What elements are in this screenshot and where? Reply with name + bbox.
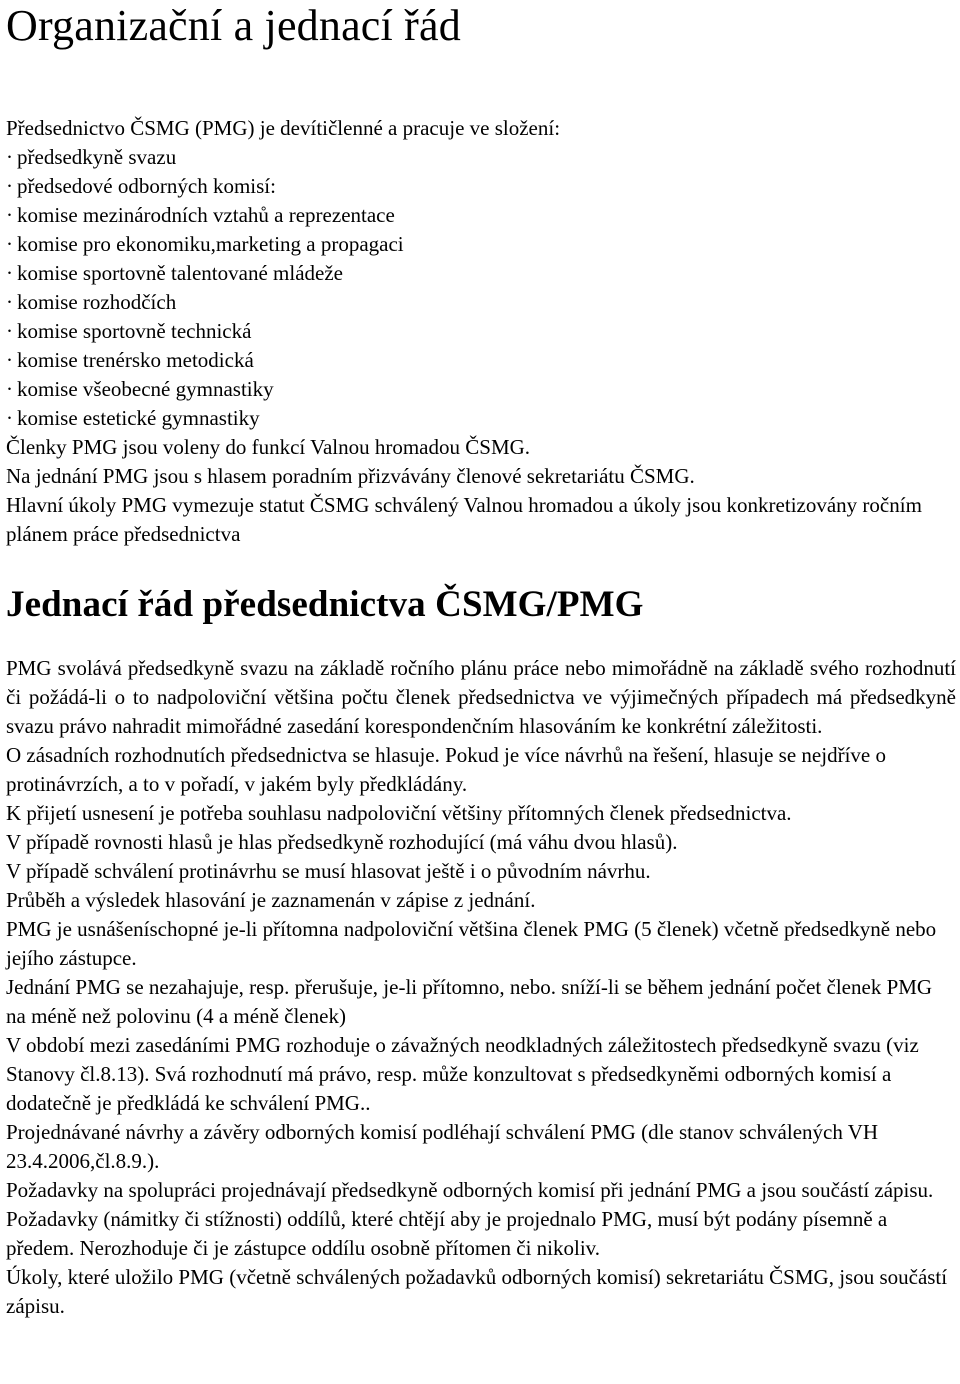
rule-paragraph: PMG je usnášeníschopné je-li přítomna nadpoloviční většina členek PMG (5 členek) včetně předsedkyně nebo jejího zástupce. (6, 917, 937, 970)
rule-paragraph: V případě schválení protinávrhu se musí hlasovat ještě i o původním návrhu. (6, 859, 651, 883)
composition-list (6, 143, 956, 433)
rules-section (6, 654, 956, 1321)
list-item (6, 201, 956, 230)
bullet-icon: · (6, 348, 13, 372)
rule-paragraph: Jednání PMG se nezahajuje, resp. přerušuje, je-li přítomno, nebo. sníží-li se během jednání počet členek PMG na méně než polovinu (4 a méně členek) (6, 975, 933, 1028)
list-item (6, 143, 956, 172)
bullet-icon: · (6, 203, 13, 227)
rule-paragraph: Požadavky na spolupráci projednávají předsedkyně odborných komisí při jednání PMG a jsou součástí zápisu. (6, 1178, 934, 1202)
intro-lead: Předsednictvo ČSMG (PMG) je devítičlenné a pracuje ve složení: (6, 116, 561, 140)
list-item-label: komise pro ekonomiku,marketing a propagaci (17, 232, 404, 256)
bullet-icon: · (6, 319, 13, 343)
bullet-icon: · (6, 290, 13, 314)
list-item (6, 346, 956, 375)
list-item-label: komise estetické gymnastiky (17, 406, 260, 430)
rule-paragraph: O zásadních rozhodnutích předsednictva se hlasuje. Pokud je více návrhů na řešení, hlasuje se nejdříve o protinávrzích, a to v pořadí, v jakém byly předkládány. (6, 743, 886, 796)
rule-paragraph: V případě rovnosti hlasů je hlas předsedkyně rozhodující (má váhu dvou hlasů). (6, 830, 678, 854)
bullet-icon: · (6, 377, 13, 401)
rule-paragraph: Úkoly, které uložilo PMG (včetně schválených požadavků odborných komisí) sekretariátu ČSMG, jsou součástí zápisu. (6, 1265, 948, 1318)
intro-paragraph: Na jednání PMG jsou s hlasem poradním přizvávány členové sekretariátu ČSMG. (6, 464, 695, 488)
list-item (6, 375, 956, 404)
list-item (6, 172, 956, 201)
rule-paragraph: PMG svolává předsedkyně svazu na základě ročního plánu práce nebo mimořádně na základě svého rozhodnutí či požádá-li o to nadpoloviční většina počtu členek předsednictva ve výjimečných případech má předsedkyně svazu právo nahradit mimořádné zasedání korespondenčním hlasováním ke konkrétní záležitosti. (6, 656, 956, 738)
bullet-icon: · (6, 261, 13, 285)
page-title: Organizační a jednací řád (6, 1, 461, 50)
list-item-label: komise všeobecné gymnastiky (17, 377, 274, 401)
list-item (6, 317, 956, 346)
rule-paragraph: K přijetí usnesení je potřeba souhlasu nadpoloviční většiny přítomných členek předsednictva. (6, 801, 792, 825)
bullet-icon: · (6, 145, 13, 169)
list-item-label: předsedkyně svazu (17, 145, 177, 169)
list-item-label: komise sportovně technická (17, 319, 252, 343)
list-item (6, 230, 956, 259)
list-item (6, 288, 956, 317)
document-page (6, 0, 956, 1321)
list-item (6, 404, 956, 433)
intro-paragraph: Hlavní úkoly PMG vymezuje statut ČSMG schválený Valnou hromadou a úkoly jsou konkretizovány ročním plánem práce předsednictva (6, 493, 922, 546)
list-item-label: komise mezinárodních vztahů a reprezentace (17, 203, 395, 227)
rule-paragraph: Průběh a výsledek hlasování je zaznamenán v zápise z jednání. (6, 888, 536, 912)
rule-paragraph: Projednávané návrhy a závěry odborných komisí podléhají schválení PMG (dle stanov schválených VH 23.4.2006,čl.8.9.). (6, 1120, 879, 1173)
rule-paragraph: Požadavky (námitky či stížnosti) oddílů, které chtějí aby je projednalo PMG, musí být podány písemně a předem. Nerozhoduje či je zástupce oddílu osobně přítomen či nikoliv. (6, 1207, 888, 1260)
list-item-label: komise rozhodčích (17, 290, 177, 314)
list-item (6, 259, 956, 288)
list-item-label: komise trenérsko metodická (17, 348, 254, 372)
bullet-icon: · (6, 174, 13, 198)
bullet-icon: · (6, 232, 13, 256)
intro-paragraph: Členky PMG jsou voleny do funkcí Valnou hromadou ČSMG. (6, 435, 531, 459)
list-item-label: předsedové odborných komisí: (17, 174, 276, 198)
bullet-icon: · (6, 406, 13, 430)
section-heading: Jednací řád předsednictva ČSMG/PMG (6, 584, 644, 625)
intro-section (6, 114, 956, 549)
rule-paragraph: V období mezi zasedáními PMG rozhoduje o závažných neodkladných záležitostech předsedkyně svazu (viz Stanovy čl.8.13). Svá rozhodnutí má právo, resp. může konzultovat s předsedkyněmi odborných komisí a dodatečně je předkládá ke schválení PMG.. (6, 1033, 919, 1115)
list-item-label: komise sportovně talentované mládeže (17, 261, 343, 285)
